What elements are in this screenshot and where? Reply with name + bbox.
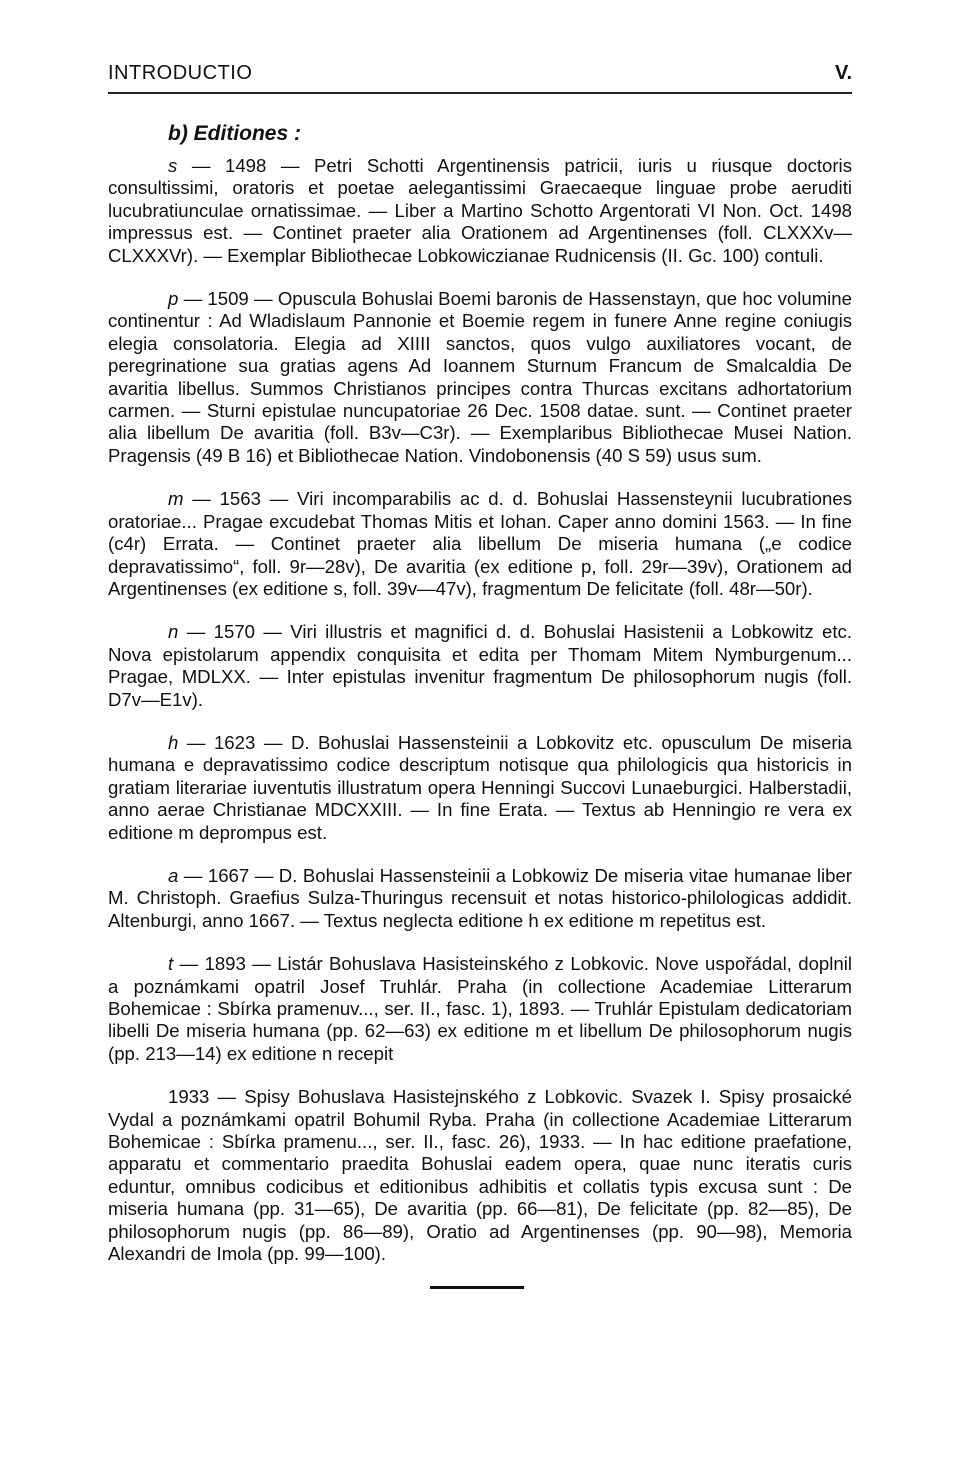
- edition-entry-a: [108, 865, 852, 932]
- edition-entry-1933: [108, 1086, 852, 1265]
- edition-entry-h: [108, 732, 852, 844]
- edition-siglum: h: [168, 731, 179, 753]
- editions-list: [108, 155, 852, 1286]
- edition-siglum: n: [168, 621, 179, 643]
- edition-text: — 1509 — Opuscula Bohuslai Boemi baronis de Hassenstayn, que hoc volumine continentur : Ad Wladislaum Pannonie et Boemie regem in funere Anne regine coniugis elegia consolatoria. Elegia ad XIIII sanctos, quos vulgo auxiliatores vocant, de peregrinatione sua gratias agens Ad Ioannem Sturnum Francum de Smalcaldia De avaritia libellus. Summos Christianos principes contra Thurcas excitans adhortatorium carmen. — Sturni epistulae nuncupatoriae 26 Dec. 1508 datae. sunt. — Continet praeter alia libellum De avaritia (foll. B3v—C3r). — Exemplaribus Bibliothecae Musei Nation. Pragensis (49 B 16) et Bibliothecae Nation. Vindobonensis (40 S 59) usus sum.: [108, 288, 852, 466]
- edition-siglum: s: [168, 155, 178, 176]
- running-title: INTRODUCTIO: [108, 62, 253, 84]
- edition-entry-p: [108, 288, 852, 467]
- edition-siglum: p: [168, 288, 179, 310]
- edition-text: — 1498 — Petri Schotti Argentinensis patricii, iuris u riusque doctoris consultissimi, oratoris et poetae aelegantissimi Graecaeque linguae probe aeruditi lucubratiunculae ornatissimae. — Liber a Martino Schotto Argentorati VI Non. Oct. 1498 impressus est. — Continet praeter alia Orationem ad Argentinenses (foll. CLXXXv—CLXXXVr). — Exemplar Bibliothecae Lobkowiczianae Rudnicensis (II. Gc. 100) contuli.: [108, 155, 852, 266]
- edition-siglum: m: [168, 488, 184, 510]
- edition-siglum: a: [168, 864, 179, 886]
- edition-entry-m: [108, 488, 852, 600]
- edition-text: 1933 — Spisy Bohuslava Hasistejnského z Lobkovic. Svazek I. Spisy prosaické Vydal a poznámkami opatril Bohumil Ryba. Praha (in collectione Academiae Litterarum Bohemicae : Sbírka pramenu..., ser. II., fasc. 26), 1933. — In hac editione praefatione, apparatu et commentario praedita Bohuslai eadem opera, quae nunc iteratis curis eduntur, omnibus codicibus et editionibus adhibitis et collatis typis excusa sunt : De miseria humana (pp. 31—65), De avaritia (pp. 66—81), De felicitate (pp. 82—85), De philosophorum nugis (pp. 86—89), Oratio ad Argentinenses (pp. 90—98), Memoria Alexandri de Imola (pp. 99—100).: [108, 1086, 852, 1265]
- end-rule: [430, 1286, 524, 1289]
- edition-text: — 1570 — Viri illustris et magnifici d. d. Bohuslai Hasistenii a Lobkowitz etc. Nova epistolarum appendix conquisita et edita per Thomam Mitem Nymburgenum... Pragae, MDLXX. — Inter epistulas invenitur fragmentum De philosophorum nugis (foll. D7v—E1v).: [108, 621, 852, 710]
- edition-entry-t: [108, 953, 852, 1065]
- edition-text: — 1623 — D. Bohuslai Hassensteinii a Lobkovitz etc. opusculum De miseria humana e depravatissimo codice descriptum notisque qua philologicis qua historicis in gratiam literariae iuventutis illustratum opera Henningi Succovi Lunaeburgici. Halberstadii, anno aerae Christianae MDCXXIII. — In fine Erata. — Textus ab Henningio re vera ex editione m deprompus est.: [108, 731, 852, 843]
- edition-text: — 1563 — Viri incomparabilis ac d. d. Bohuslai Hassensteynii lucubrationes oratoriae... Pragae excudebat Thomas Mitis et Iohan. Caper anno domini 1563. — In fine (c4r) Errata. — Continet praeter alia libellum De miseria humana („e codice depravatissimo“, foll. 9r—28v), De avaritia (ex editione p, foll. 29r—39v), Orationem ad Argentinenses (ex editione s, foll. 39v—47v), fragmentum De felicitate (foll. 48r—50r).: [108, 488, 852, 599]
- edition-text: — 1893 — Listár Bohuslava Hasisteinského z Lobkovic. Nove uspořádal, doplnil a poznámkami opatril Josef Truhlár. Praha (in collectione Academiae Litterarum Bohemicae : Sbírka pramenuv..., ser. II., fasc. 1), 1893. — Truhlár Epistulam dedicatoriam libelli De miseria humana (pp. 62—63) ex editione m et libellum De philosophorum nugis (pp. 213—14) ex editione n recepit: [108, 953, 852, 1064]
- edition-text: — 1667 — D. Bohuslai Hassensteinii a Lobkowiz De miseria vitae humanae liber M. Christoph. Graefius Sulza-Thuringus recensuit et notas historico-philologicas addidit. Altenburgi, anno 1667. — Textus neglecta editione h ex editione m repetitus est.: [108, 864, 852, 931]
- edition-entry-s: [108, 155, 852, 267]
- edition-entry-n: [108, 621, 852, 711]
- edition-siglum: t: [168, 953, 174, 975]
- running-header: [108, 62, 852, 94]
- section-heading: b) Editiones :: [168, 122, 301, 145]
- page-number: V.: [834, 62, 852, 84]
